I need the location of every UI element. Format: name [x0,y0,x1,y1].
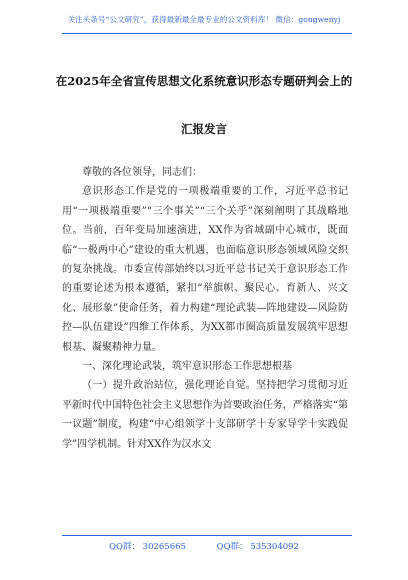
footer-qq-group-2: QQ群： 535304092 [216,542,299,552]
document-body [62,163,348,454]
paragraph-intro: 意识形态工作是党的一项极端重要的工作，习近平总书记用“一项极端重要”“三个事关”“三个关乎”深刻阐明了其战略地位。当前，百年变局加速演进，XX作为省域副中心城市，既面临“一极两中心”建设的重大机遇，也面临意识形态领域风险交织的复杂挑战。市委宣传部始终以习近平总书记关于意识形态工作的重要论述为根本遵循，紧扣“举旗帜、聚民心、育新人、兴文化、展形象”使命任务，着力构建“理论武装—阵地建设—风险防控—队伍建设”四维工作体系，为XX都市圈高质量发展筑牢思想根基、凝聚精神力量。 [62,186,348,353]
footer [0,540,408,552]
salutation: 尊敬的各位领导，同志们： [82,167,202,178]
document-title: 在2025年全省宣传思想文化系统意识形态专题研判会上的 [55,74,353,88]
paragraph-subsection: （一）提升政治站位，强化理论自觉。坚持把学习贯彻习近平新时代中国特色社会主义思想作为首要政治任务，严格落实“第一议题”制度，构建“中心组领学十支部研学十专家导学十实践促学”四学机制。针对XX作为汉水文 [62,380,348,450]
footer-qq-group-1: QQ群： 30265665 [109,542,186,552]
header-banner: 关注头条号“公文研究”，获得最新最全最专业的公文资料库！ 微信：gongwenyj [67,15,341,24]
footer-divider [62,535,352,536]
header-divider [62,33,352,34]
document-subtitle: 汇报发言 [181,122,227,136]
section-heading: 一、深化理论武装，筑牢意识形态工作思想根基 [82,361,292,373]
